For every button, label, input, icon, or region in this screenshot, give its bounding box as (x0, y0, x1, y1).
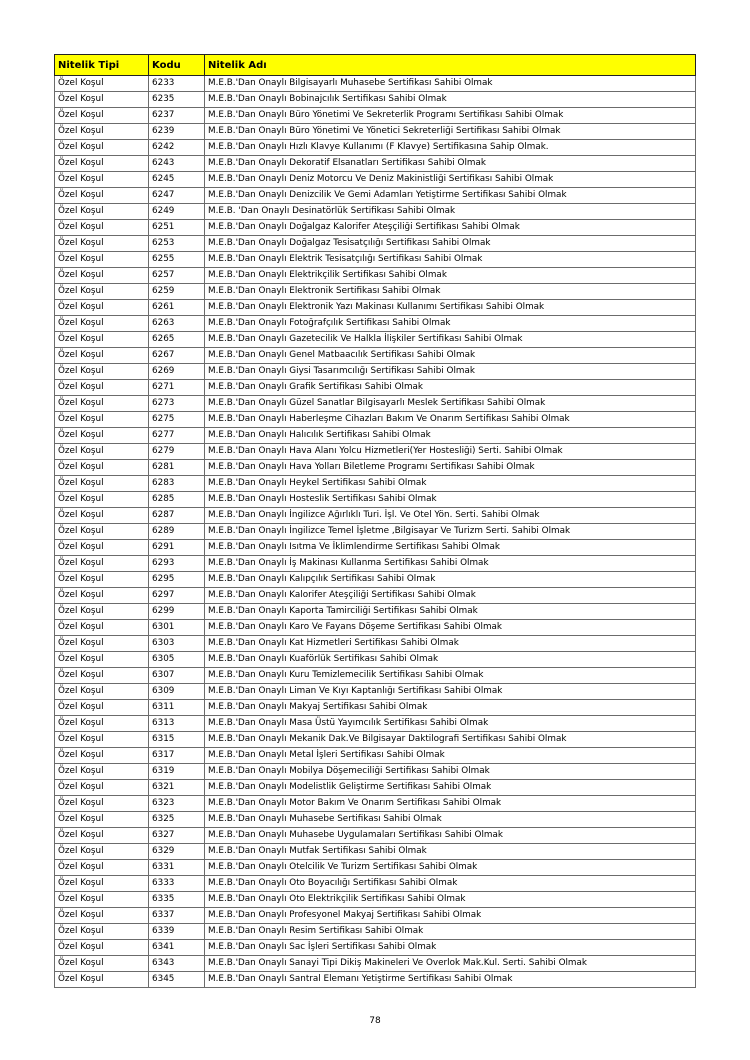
cell-code: 6343 (149, 956, 205, 972)
cell-name: M.E.B.'Dan Onaylı Bilgisayarlı Muhasebe Sertifikası Sahibi Olmak (205, 76, 696, 92)
cell-type: Özel Koşul (55, 204, 149, 220)
cell-type: Özel Koşul (55, 908, 149, 924)
cell-code: 6239 (149, 124, 205, 140)
cell-type: Özel Koşul (55, 268, 149, 284)
table-row (55, 396, 696, 412)
cell-name: M.E.B.'Dan Onaylı Elektrikçilik Sertifikası Sahibi Olmak (205, 268, 696, 284)
cell-code: 6235 (149, 92, 205, 108)
table-row (55, 764, 696, 780)
cell-type: Özel Koşul (55, 396, 149, 412)
table-row (55, 140, 696, 156)
cell-code: 6257 (149, 268, 205, 284)
cell-type: Özel Koşul (55, 492, 149, 508)
table-row (55, 508, 696, 524)
cell-code: 6285 (149, 492, 205, 508)
table-row (55, 588, 696, 604)
cell-code: 6323 (149, 796, 205, 812)
cell-name: M.E.B.'Dan Onaylı Mekanik Dak.Ve Bilgisayar Daktilografi Sertifikası Sahibi Olmak (205, 732, 696, 748)
cell-code: 6279 (149, 444, 205, 460)
cell-code: 6321 (149, 780, 205, 796)
cell-code: 6233 (149, 76, 205, 92)
cell-name: M.E.B.'Dan Onaylı Heykel Sertifikası Sahibi Olmak (205, 476, 696, 492)
table-row (55, 716, 696, 732)
cell-code: 6299 (149, 604, 205, 620)
table-row (55, 316, 696, 332)
cell-name: M.E.B.'Dan Onaylı Elektronik Yazı Makinası Kullanımı Sertifikası Sahibi Olmak (205, 300, 696, 316)
cell-code: 6247 (149, 188, 205, 204)
cell-code: 6249 (149, 204, 205, 220)
cell-code: 6293 (149, 556, 205, 572)
cell-type: Özel Koşul (55, 172, 149, 188)
cell-code: 6245 (149, 172, 205, 188)
cell-name: M.E.B.'Dan Onaylı Genel Matbaacılık Sertifikası Sahibi Olmak (205, 348, 696, 364)
cell-code: 6281 (149, 460, 205, 476)
cell-name: M.E.B.'Dan Onaylı Liman Ve Kıyı Kaptanlığı Sertifikası Sahibi Olmak (205, 684, 696, 700)
cell-code: 6337 (149, 908, 205, 924)
cell-code: 6335 (149, 892, 205, 908)
cell-type: Özel Koşul (55, 588, 149, 604)
cell-type: Özel Koşul (55, 604, 149, 620)
cell-code: 6277 (149, 428, 205, 444)
cell-code: 6273 (149, 396, 205, 412)
cell-code: 6267 (149, 348, 205, 364)
cell-type: Özel Koşul (55, 476, 149, 492)
cell-name: M.E.B.'Dan Onaylı Gazetecilik Ve Halkla İlişkiler Sertifikası Sahibi Olmak (205, 332, 696, 348)
cell-type: Özel Koşul (55, 956, 149, 972)
cell-name: M.E.B.'Dan Onaylı İngilizce Temel İşletme ,Bilgisayar Ve Turizm Serti. Sahibi Olmak (205, 524, 696, 540)
page-number: 78 (369, 1016, 381, 1026)
table-row (55, 92, 696, 108)
table-row (55, 412, 696, 428)
cell-type: Özel Koşul (55, 700, 149, 716)
cell-type: Özel Koşul (55, 508, 149, 524)
cell-type: Özel Koşul (55, 524, 149, 540)
cell-name: M.E.B.'Dan Onaylı Hosteslik Sertifikası Sahibi Olmak (205, 492, 696, 508)
cell-code: 6313 (149, 716, 205, 732)
cell-name: M.E.B.'Dan Onaylı Isıtma Ve İklimlendirme Sertifikası Sahibi Olmak (205, 540, 696, 556)
cell-name: M.E.B.'Dan Onaylı Oto Boyacılığı Sertifikası Sahibi Olmak (205, 876, 696, 892)
table-row (55, 364, 696, 380)
cell-type: Özel Koşul (55, 780, 149, 796)
cell-code: 6331 (149, 860, 205, 876)
cell-code: 6301 (149, 620, 205, 636)
cell-code: 6291 (149, 540, 205, 556)
cell-name: M.E.B.'Dan Onaylı Motor Bakım Ve Onarım Sertifikası Sahibi Olmak (205, 796, 696, 812)
cell-name: M.E.B.'Dan Onaylı Oto Elektrikçilik Sertifikası Sahibi Olmak (205, 892, 696, 908)
cell-name: M.E.B.'Dan Onaylı Modelistlik Geliştirme Sertifikası Sahibi Olmak (205, 780, 696, 796)
table-row (55, 380, 696, 396)
cell-code: 6305 (149, 652, 205, 668)
table-header (55, 55, 696, 76)
cell-code: 6303 (149, 636, 205, 652)
table-row (55, 620, 696, 636)
cell-type: Özel Koşul (55, 332, 149, 348)
cell-name: M.E.B.'Dan Onaylı Kuru Temizlemecilik Sertifikası Sahibi Olmak (205, 668, 696, 684)
cell-type: Özel Koşul (55, 444, 149, 460)
table-row (55, 940, 696, 956)
cell-code: 6265 (149, 332, 205, 348)
cell-name: M.E.B.'Dan Onaylı Kuaförlük Sertifikası Sahibi Olmak (205, 652, 696, 668)
table-row (55, 668, 696, 684)
cell-code: 6345 (149, 972, 205, 988)
cell-type: Özel Koşul (55, 652, 149, 668)
cell-code: 6237 (149, 108, 205, 124)
table-row (55, 76, 696, 92)
cell-type: Özel Koşul (55, 716, 149, 732)
cell-code: 6295 (149, 572, 205, 588)
document-sheet (54, 54, 695, 988)
cell-name: M.E.B.'Dan Onaylı Mobilya Döşemeciliği Sertifikası Sahibi Olmak (205, 764, 696, 780)
table-row (55, 284, 696, 300)
cell-name: M.E.B.'Dan Onaylı Resim Sertifikası Sahibi Olmak (205, 924, 696, 940)
cell-type: Özel Koşul (55, 572, 149, 588)
cell-name: M.E.B.'Dan Onaylı Hızlı Klavye Kullanımı (F Klavye) Sertifikasına Sahip Olmak. (205, 140, 696, 156)
cell-name: M.E.B.'Dan Onaylı Santral Elemanı Yetiştirme Sertifikası Sahibi Olmak (205, 972, 696, 988)
cell-code: 6309 (149, 684, 205, 700)
table-row (55, 812, 696, 828)
cell-type: Özel Koşul (55, 860, 149, 876)
cell-name: M.E.B.'Dan Onaylı Makyaj Sertifikası Sahibi Olmak (205, 700, 696, 716)
cell-type: Özel Koşul (55, 732, 149, 748)
cell-type: Özel Koşul (55, 796, 149, 812)
table-row (55, 556, 696, 572)
cell-code: 6263 (149, 316, 205, 332)
cell-type: Özel Koşul (55, 252, 149, 268)
cell-code: 6287 (149, 508, 205, 524)
cell-name: M.E.B.'Dan Onaylı Masa Üstü Yayımcılık Sertifikası Sahibi Olmak (205, 716, 696, 732)
table-row (55, 828, 696, 844)
cell-type: Özel Koşul (55, 300, 149, 316)
table-row (55, 732, 696, 748)
cell-code: 6327 (149, 828, 205, 844)
cell-type: Özel Koşul (55, 620, 149, 636)
cell-code: 6251 (149, 220, 205, 236)
cell-name: M.E.B.'Dan Onaylı Kalorifer Ateşçiliği Sertifikası Sahibi Olmak (205, 588, 696, 604)
table-row (55, 908, 696, 924)
table-row (55, 572, 696, 588)
cell-type: Özel Koşul (55, 940, 149, 956)
cell-type: Özel Koşul (55, 844, 149, 860)
table-body (55, 76, 696, 988)
cell-type: Özel Koşul (55, 876, 149, 892)
cell-name: M.E.B.'Dan Onaylı Muhasebe Sertifikası Sahibi Olmak (205, 812, 696, 828)
cell-code: 6339 (149, 924, 205, 940)
header-cell-code: Kodu (149, 55, 205, 76)
cell-code: 6269 (149, 364, 205, 380)
cell-name: M.E.B.'Dan Onaylı Deniz Motorcu Ve Deniz Makinistliği Sertifikası Sahibi Olmak (205, 172, 696, 188)
table-row (55, 860, 696, 876)
cell-type: Özel Koşul (55, 380, 149, 396)
header-cell-type: Nitelik Tipi (55, 55, 149, 76)
cell-name: M.E.B.'Dan Onaylı Elektronik Sertifikası Sahibi Olmak (205, 284, 696, 300)
cell-code: 6325 (149, 812, 205, 828)
table-row (55, 924, 696, 940)
cell-name: M.E.B.'Dan Onaylı Halıcılık Sertifikası Sahibi Olmak (205, 428, 696, 444)
table-row (55, 780, 696, 796)
table-row (55, 540, 696, 556)
cell-code: 6289 (149, 524, 205, 540)
table-row (55, 220, 696, 236)
cell-type: Özel Koşul (55, 668, 149, 684)
cell-name: M.E.B.'Dan Onaylı Fotoğrafçılık Sertifikası Sahibi Olmak (205, 316, 696, 332)
header-cell-name: Nitelik Adı (205, 55, 696, 76)
cell-name: M.E.B.'Dan Onaylı Grafik Sertifikası Sahibi Olmak (205, 380, 696, 396)
table-row (55, 476, 696, 492)
cell-code: 6311 (149, 700, 205, 716)
table-row (55, 252, 696, 268)
table-row (55, 268, 696, 284)
table-row (55, 700, 696, 716)
table-row (55, 236, 696, 252)
table-row (55, 300, 696, 316)
cell-type: Özel Koşul (55, 556, 149, 572)
table-row (55, 492, 696, 508)
cell-name: M.E.B.'Dan Onaylı İngilizce Ağırlıklı Turi. İşl. Ve Otel Yön. Serti. Sahibi Olmak (205, 508, 696, 524)
table-row (55, 748, 696, 764)
table-row (55, 460, 696, 476)
table-row (55, 332, 696, 348)
cell-type: Özel Koşul (55, 460, 149, 476)
cell-type: Özel Koşul (55, 748, 149, 764)
table-row (55, 156, 696, 172)
cell-type: Özel Koşul (55, 92, 149, 108)
cell-type: Özel Koşul (55, 764, 149, 780)
cell-name: M.E.B.'Dan Onaylı Doğalgaz Tesisatçılığı Sertifikası Sahibi Olmak (205, 236, 696, 252)
cell-name: M.E.B.'Dan Onaylı Karo Ve Fayans Döşeme Sertifikası Sahibi Olmak (205, 620, 696, 636)
cell-code: 6319 (149, 764, 205, 780)
cell-code: 6271 (149, 380, 205, 396)
cell-name: M.E.B.'Dan Onaylı Güzel Sanatlar Bilgisayarlı Meslek Sertifikası Sahibi Olmak (205, 396, 696, 412)
cell-code: 6283 (149, 476, 205, 492)
cell-type: Özel Koşul (55, 428, 149, 444)
cell-type: Özel Koşul (55, 236, 149, 252)
cell-name: M.E.B.'Dan Onaylı Otelcilik Ve Turizm Sertifikası Sahibi Olmak (205, 860, 696, 876)
cell-name: M.E.B.'Dan Onaylı Giysi Tasarımcılığı Sertifikası Sahibi Olmak (205, 364, 696, 380)
cell-type: Özel Koşul (55, 972, 149, 988)
cell-code: 6255 (149, 252, 205, 268)
table-row (55, 188, 696, 204)
cell-type: Özel Koşul (55, 188, 149, 204)
table-row (55, 956, 696, 972)
cell-code: 6242 (149, 140, 205, 156)
cell-name: M.E.B.'Dan Onaylı Muhasebe Uygulamaları Sertifikası Sahibi Olmak (205, 828, 696, 844)
cell-type: Özel Koşul (55, 220, 149, 236)
cell-type: Özel Koşul (55, 316, 149, 332)
cell-name: M.E.B.'Dan Onaylı Haberleşme Cihazları Bakım Ve Onarım Sertifikası Sahibi Olmak (205, 412, 696, 428)
cell-code: 6333 (149, 876, 205, 892)
cell-type: Özel Koşul (55, 540, 149, 556)
cell-code: 6243 (149, 156, 205, 172)
table-row (55, 652, 696, 668)
cell-name: M.E.B.'Dan Onaylı Büro Yönetimi Ve Sekreterlik Programı Sertifikası Sahibi Olmak (205, 108, 696, 124)
cell-type: Özel Koşul (55, 140, 149, 156)
table-row (55, 796, 696, 812)
cell-name: M.E.B.'Dan Onaylı Hava Yolları Biletleme Programı Sertifikası Sahibi Olmak (205, 460, 696, 476)
table-row (55, 972, 696, 988)
cell-name: M.E.B.'Dan Onaylı Hava Alanı Yolcu Hizmetleri(Yer Hostesliği) Serti. Sahibi Olmak (205, 444, 696, 460)
cell-name: M.E.B.'Dan Onaylı Bobinajcılık Sertifikası Sahibi Olmak (205, 92, 696, 108)
cell-type: Özel Koşul (55, 108, 149, 124)
cell-name: M.E.B.'Dan Onaylı Büro Yönetimi Ve Yönetici Sekreterliği Sertifikası Sahibi Olmak (205, 124, 696, 140)
cell-type: Özel Koşul (55, 284, 149, 300)
cell-name: M.E.B.'Dan Onaylı Kalıpçılık Sertifikası Sahibi Olmak (205, 572, 696, 588)
cell-type: Özel Koşul (55, 828, 149, 844)
table-row (55, 684, 696, 700)
cell-code: 6297 (149, 588, 205, 604)
table-row (55, 636, 696, 652)
cell-name: M.E.B.'Dan Onaylı İş Makinası Kullanma Sertifikası Sahibi Olmak (205, 556, 696, 572)
cell-code: 6329 (149, 844, 205, 860)
table-row (55, 348, 696, 364)
cell-type: Özel Koşul (55, 892, 149, 908)
cell-type: Özel Koşul (55, 124, 149, 140)
cell-name: M.E.B. 'Dan Onaylı Desinatörlük Sertifikası Sahibi Olmak (205, 204, 696, 220)
table-row (55, 524, 696, 540)
cell-name: M.E.B.'Dan Onaylı Sanayi Tipi Dikiş Makineleri Ve Overlok Mak.Kul. Serti. Sahibi Olmak (205, 956, 696, 972)
table-row (55, 428, 696, 444)
cell-type: Özel Koşul (55, 156, 149, 172)
qualification-table (54, 54, 696, 988)
cell-type: Özel Koşul (55, 412, 149, 428)
cell-name: M.E.B.'Dan Onaylı Kaporta Tamirciliği Sertifikası Sahibi Olmak (205, 604, 696, 620)
cell-name: M.E.B.'Dan Onaylı Doğalgaz Kalorifer Ateşçiliği Sertifikası Sahibi Olmak (205, 220, 696, 236)
table-row (55, 204, 696, 220)
cell-type: Özel Koşul (55, 636, 149, 652)
cell-type: Özel Koşul (55, 76, 149, 92)
table-row (55, 876, 696, 892)
table-row (55, 108, 696, 124)
header-row (55, 55, 696, 76)
cell-name: M.E.B.'Dan Onaylı Elektrik Tesisatçılığı Sertifikası Sahibi Olmak (205, 252, 696, 268)
cell-name: M.E.B.'Dan Onaylı Dekoratif Elsanatları Sertifikası Sahibi Olmak (205, 156, 696, 172)
cell-name: M.E.B.'Dan Onaylı Mutfak Sertifikası Sahibi Olmak (205, 844, 696, 860)
table-row (55, 844, 696, 860)
table-row (55, 604, 696, 620)
cell-type: Özel Koşul (55, 924, 149, 940)
table-row (55, 172, 696, 188)
cell-code: 6307 (149, 668, 205, 684)
cell-code: 6253 (149, 236, 205, 252)
cell-code: 6315 (149, 732, 205, 748)
cell-type: Özel Koşul (55, 364, 149, 380)
cell-name: M.E.B.'Dan Onaylı Denizcilik Ve Gemi Adamları Yetiştirme Sertifikası Sahibi Olmak (205, 188, 696, 204)
cell-name: M.E.B.'Dan Onaylı Profesyonel Makyaj Sertifikası Sahibi Olmak (205, 908, 696, 924)
cell-code: 6341 (149, 940, 205, 956)
table-row (55, 444, 696, 460)
cell-code: 6275 (149, 412, 205, 428)
cell-name: M.E.B.'Dan Onaylı Metal İşleri Sertifikası Sahibi Olmak (205, 748, 696, 764)
table-row (55, 124, 696, 140)
cell-code: 6259 (149, 284, 205, 300)
cell-type: Özel Koşul (55, 348, 149, 364)
cell-code: 6261 (149, 300, 205, 316)
cell-type: Özel Koşul (55, 812, 149, 828)
cell-type: Özel Koşul (55, 684, 149, 700)
cell-name: M.E.B.'Dan Onaylı Kat Hizmetleri Sertifikası Sahibi Olmak (205, 636, 696, 652)
table-row (55, 892, 696, 908)
cell-code: 6317 (149, 748, 205, 764)
cell-name: M.E.B.'Dan Onaylı Sac İşleri Sertifikası Sahibi Olmak (205, 940, 696, 956)
